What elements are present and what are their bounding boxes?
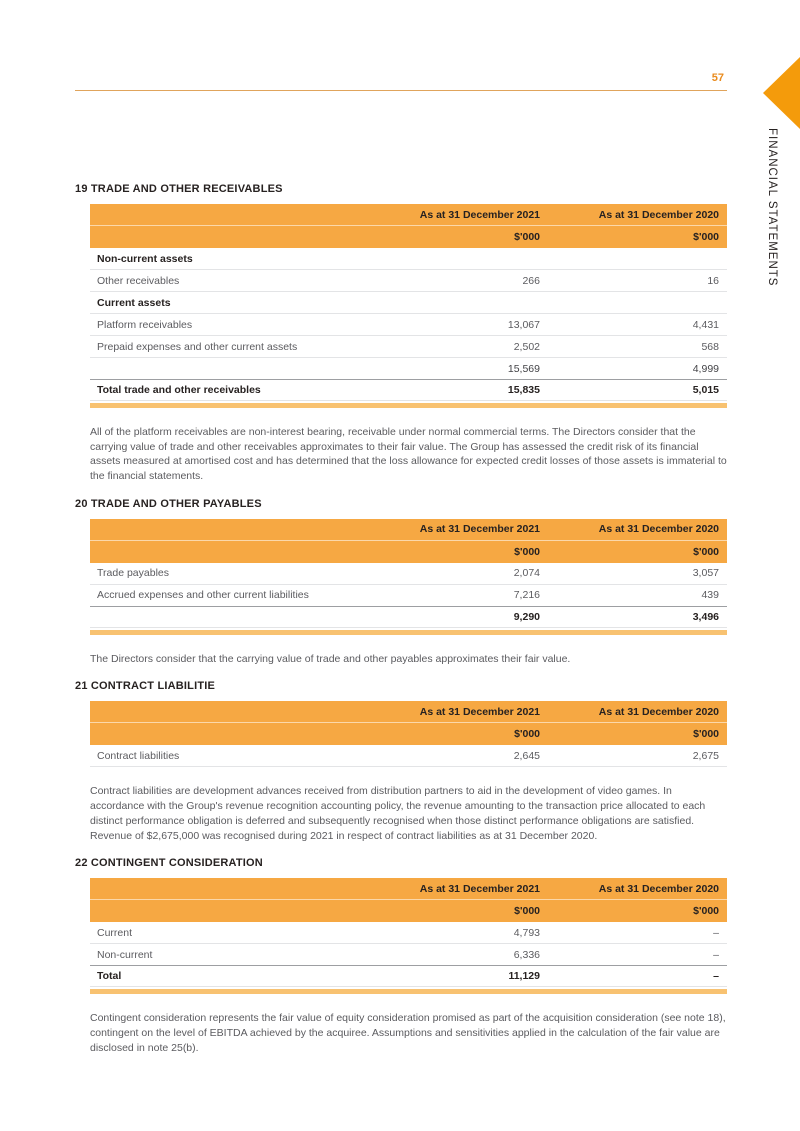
- value-2020: 16: [707, 274, 719, 287]
- value-2021: 15,835: [507, 384, 540, 396]
- value-2021: 9,290: [513, 610, 540, 623]
- table-row: [90, 336, 727, 358]
- section-heading: 22 CONTINGENT CONSIDERATION: [75, 857, 263, 870]
- table-row: [90, 270, 727, 292]
- table-row: [90, 585, 727, 607]
- value-2021: 2,645: [513, 749, 540, 762]
- column-header-2020: As at 31 December 2020: [598, 705, 719, 718]
- table-header-row: [90, 519, 727, 541]
- section-heading: 20 TRADE AND OTHER PAYABLES: [75, 497, 262, 510]
- unit-label-2021: $'000: [514, 545, 540, 558]
- value-2020: 439: [701, 589, 719, 602]
- table-accent-bar: [90, 403, 727, 408]
- value-2020: –: [713, 926, 719, 939]
- value-2021: 2,502: [513, 340, 540, 353]
- corner-arrow-icon: [763, 57, 800, 129]
- row-label: Trade payables: [97, 567, 169, 580]
- document-section: [75, 680, 727, 843]
- financial-table: [90, 701, 727, 767]
- row-label: Total trade and other receivables: [97, 384, 261, 396]
- column-header-2021: As at 31 December 2021: [419, 882, 540, 895]
- value-2020: 5,015: [692, 384, 719, 396]
- table-header-unit-row: [90, 900, 727, 922]
- unit-label-2021: $'000: [514, 905, 540, 918]
- document-section: [75, 498, 727, 667]
- column-header-2020: As at 31 December 2020: [598, 523, 719, 536]
- row-label: Other receivables: [97, 274, 180, 287]
- value-2021: 15,569: [507, 362, 540, 375]
- value-2021: 11,129: [508, 970, 540, 983]
- document-section: [75, 183, 727, 484]
- unit-label-2020: $'000: [693, 545, 719, 558]
- column-header-2021: As at 31 December 2021: [419, 523, 540, 536]
- value-2020: –: [713, 948, 719, 961]
- table-header-row: [90, 878, 727, 900]
- value-2021: 6,336: [513, 948, 540, 961]
- table-row: [90, 606, 727, 628]
- value-2020: 3,496: [692, 610, 719, 623]
- table-row: [90, 965, 727, 987]
- financial-table: [90, 519, 727, 635]
- table-row: [90, 314, 727, 336]
- table-header-row: [90, 204, 727, 226]
- content: [75, 183, 727, 1069]
- row-label: Non-current: [97, 948, 153, 961]
- value-2020: 3,057: [692, 567, 719, 580]
- table-header-row: [90, 701, 727, 723]
- sidebar-vertical-label: FINANCIAL STATEMENTS: [766, 128, 778, 287]
- row-label: Accrued expenses and other current liabilities: [97, 589, 309, 602]
- column-header-2020: As at 31 December 2020: [598, 208, 719, 221]
- table-row: [90, 379, 727, 401]
- table-accent-bar: [90, 630, 727, 635]
- table-accent-bar: [90, 989, 727, 994]
- value-2020: 568: [701, 340, 719, 353]
- table-row: [90, 563, 727, 585]
- table-row: [90, 944, 727, 966]
- row-label: Prepaid expenses and other current assets: [97, 340, 298, 353]
- table-row: [90, 292, 727, 314]
- note-paragraph: Contract liabilities are development advances received from distribution partners to aid in the development of video games. In accordance with the Group's revenue recognition accounting policy, the revenue amounting to the transaction price allocated to each distinct performance obligation is deferred and subsequently recognised when those distinct performance obligations are satisfied. Revenue of $2,675,000 was recognised during 2021 in respect of contract liabilities as at 31 December 2020.: [90, 785, 706, 842]
- value-2020: –: [713, 970, 719, 983]
- value-2021: 4,793: [513, 926, 540, 939]
- unit-label-2020: $'000: [693, 728, 719, 741]
- row-label: Total: [97, 970, 122, 983]
- row-label: Platform receivables: [97, 318, 193, 331]
- financial-table: [90, 878, 727, 994]
- value-2021: 266: [522, 274, 540, 287]
- value-2021: 7,216: [513, 589, 540, 602]
- note-paragraph: The Directors consider that the carrying value of trade and other payables approximates their fair value.: [90, 652, 571, 665]
- table-header-unit-row: [90, 541, 727, 563]
- column-header-2021: As at 31 December 2021: [419, 208, 540, 221]
- section-heading: 21 CONTRACT LIABILITIE: [75, 680, 216, 693]
- value-2020: 2,675: [692, 749, 719, 762]
- note-paragraph: All of the platform receivables are non-interest bearing, receivable under normal commercial terms. The Directors consider that the carrying value of trade and other receivables approximates to their fair value. The Group has assessed the credit risk of its financial assets measured at amortised cost and has determined that the loss allowance for expected credit losses of those assets is immaterial to the financial statements.: [90, 426, 727, 483]
- header-rule: [75, 90, 727, 91]
- table-header-unit-row: [90, 723, 727, 745]
- financial-table: [90, 204, 727, 408]
- page-number: 57: [711, 72, 724, 84]
- table-row: [90, 358, 727, 380]
- column-header-2020: As at 31 December 2020: [598, 882, 719, 895]
- unit-label-2020: $'000: [693, 231, 719, 243]
- table-row: [90, 745, 727, 767]
- unit-label-2021: $'000: [514, 231, 540, 243]
- table-header-unit-row: [90, 226, 727, 248]
- value-2021: 13,067: [507, 318, 540, 331]
- row-label: Non-current assets: [97, 252, 193, 265]
- value-2020: 4,999: [692, 362, 719, 375]
- row-label: Current: [97, 926, 133, 939]
- column-header-2021: As at 31 December 2021: [419, 705, 540, 718]
- row-label: Contract liabilities: [97, 749, 180, 762]
- note-paragraph: Contingent consideration represents the fair value of equity consideration promised as part of the acquisition consideration (see note 18), contingent on the level of EBITDA achieved by the acquiree. Assumptions and sensitivities applied in the calculation of the fair value are disclosed in note 25(b).: [90, 1012, 726, 1054]
- table-row: [90, 922, 727, 944]
- value-2021: 2,074: [513, 567, 540, 580]
- document-section: [75, 857, 727, 1055]
- section-heading: 19 TRADE AND OTHER RECEIVABLES: [75, 183, 283, 195]
- unit-label-2020: $'000: [693, 905, 719, 918]
- table-row: [90, 248, 727, 270]
- row-label: Current assets: [97, 296, 171, 309]
- value-2020: 4,431: [692, 318, 719, 331]
- unit-label-2021: $'000: [514, 728, 540, 741]
